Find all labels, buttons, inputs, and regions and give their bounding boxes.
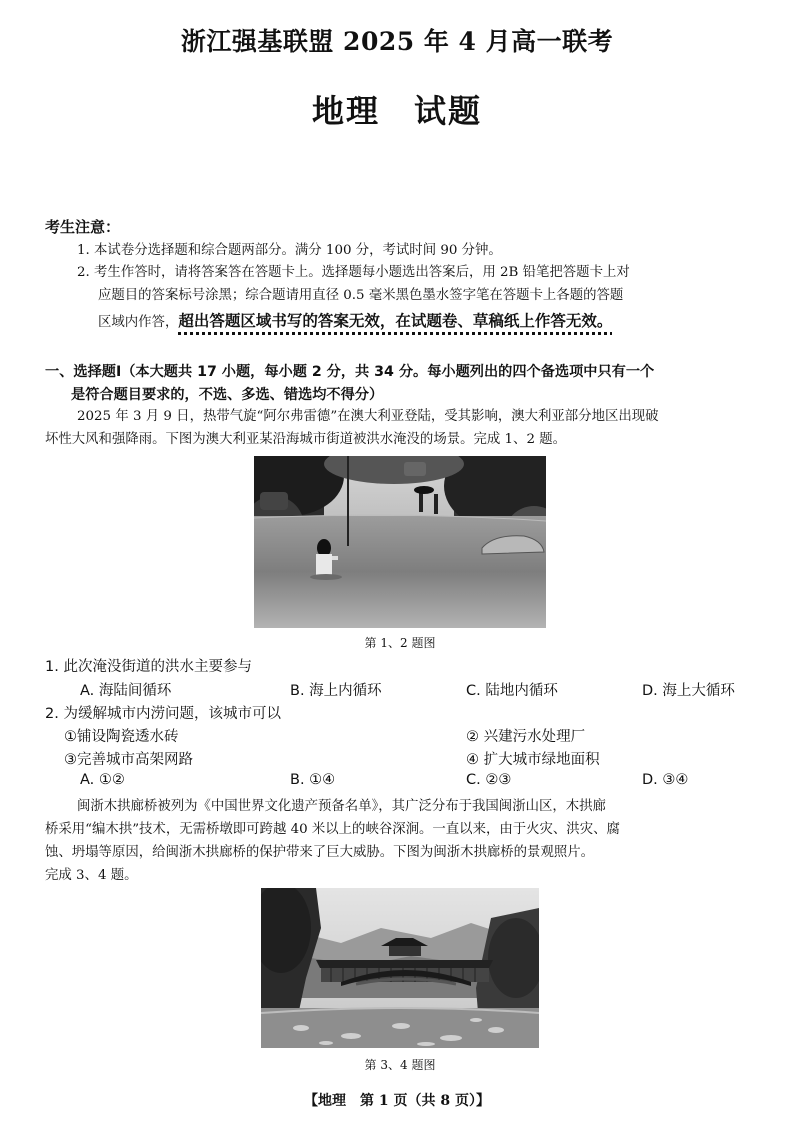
section-1-heading-line-1: 一、选择题Ⅰ（本大题共 17 小题，每小题 2 分，共 34 分。每小题列出的四个备选项中只有一个 <box>45 364 655 380</box>
passage-2-line-4: 完成 3、4 题。 <box>45 868 138 883</box>
question-2-option-c: C. ②③ <box>466 772 512 788</box>
passage-1-line-1: 2025 年 3 月 9 日，热带气旋“阿尔弗雷德”在澳大利亚登陆，受其影响，澳大利亚部分地区出现破 <box>77 409 659 424</box>
figure-2-caption: 第 3、4 题图 <box>364 1058 436 1072</box>
figure-1-caption: 第 1、2 题图 <box>364 636 436 650</box>
question-1-option-b: B. 海上内循环 <box>290 683 382 699</box>
passage-2-line-1: 闽浙木拱廊桥被列为《中国世界文化遗产预备名单》，其广泛分布于我国闽浙山区，木拱廊 <box>77 799 606 814</box>
notice-emphasis: 超出答题区域书写的答案无效，在试题卷、草稿纸上作答无效。 <box>178 312 613 330</box>
question-2-item-1: ①铺设陶瓷透水砖 <box>64 729 179 745</box>
notice-heading: 考生注意： <box>45 218 121 236</box>
question-1-option-d: D. 海上大循环 <box>642 683 735 699</box>
covered-bridge-photo <box>261 888 539 1048</box>
question-2-item-3: ③完善城市高架网路 <box>64 752 193 768</box>
section-1-heading-line-2: 是符合题目要求的，不选、多选、错选均不得分） <box>71 387 384 403</box>
exam-subject-title: 地理 试题 <box>311 92 482 130</box>
notice-item-2-line-3-prefix: 区域内作答， <box>98 315 179 330</box>
passage-2-line-3: 蚀、坍塌等原因，给闽浙木拱廊桥的保护带来了巨大威胁。下图为闽浙木拱廊桥的景观照片。 <box>45 845 595 860</box>
question-2-item-4: ④ 扩大城市绿地面积 <box>466 752 600 768</box>
question-2-item-2: ② 兴建污水处理厂 <box>466 729 586 745</box>
question-1-option-c: C. 陆地内循环 <box>466 683 558 699</box>
passage-1-line-2: 坏性大风和强降雨。下图为澳大利亚某沿海城市街道被洪水淹没的场景。完成 1、2 题。 <box>45 432 567 447</box>
notice-item-2-line-2: 应题目的答案标号涂黑；综合题请用直径 0.5 毫米黑色墨水签字笔在答题卡上各题的答题 <box>98 288 624 303</box>
notice-item-2-line-1: 2. 考生作答时，请将答案答在答题卡上。选择题每小题选出答案后，用 2B 铅笔把答题卡上对 <box>77 265 630 280</box>
notice-item-2-line-3 <box>98 310 612 334</box>
question-2-option-b: B. ①④ <box>290 772 336 788</box>
question-2-option-d: D. ③④ <box>642 772 689 788</box>
notice-item-1: 1. 本试卷分选择题和综合题两部分。满分 100 分，考试时间 90 分钟。 <box>77 243 502 258</box>
passage-2-line-2: 桥采用“编木拱”技术，无需桥墩即可跨越 40 米以上的峡谷深涧。一直以来，由于火灾、洪灾、腐 <box>45 822 620 837</box>
exam-title: 浙江强基联盟 2025 年 4 月高一联考 <box>180 27 614 56</box>
question-2-option-a: A. ①② <box>80 772 125 788</box>
page-footer: 【地理 第 1 页（共 8 页）】 <box>304 1093 490 1109</box>
question-1-stem: 1. 此次淹没街道的洪水主要参与 <box>45 659 252 675</box>
flooded-street-photo <box>254 456 546 628</box>
question-1-option-a: A. 海陆间循环 <box>80 683 172 699</box>
question-2-stem: 2. 为缓解城市内涝问题，该城市可以 <box>45 706 281 722</box>
